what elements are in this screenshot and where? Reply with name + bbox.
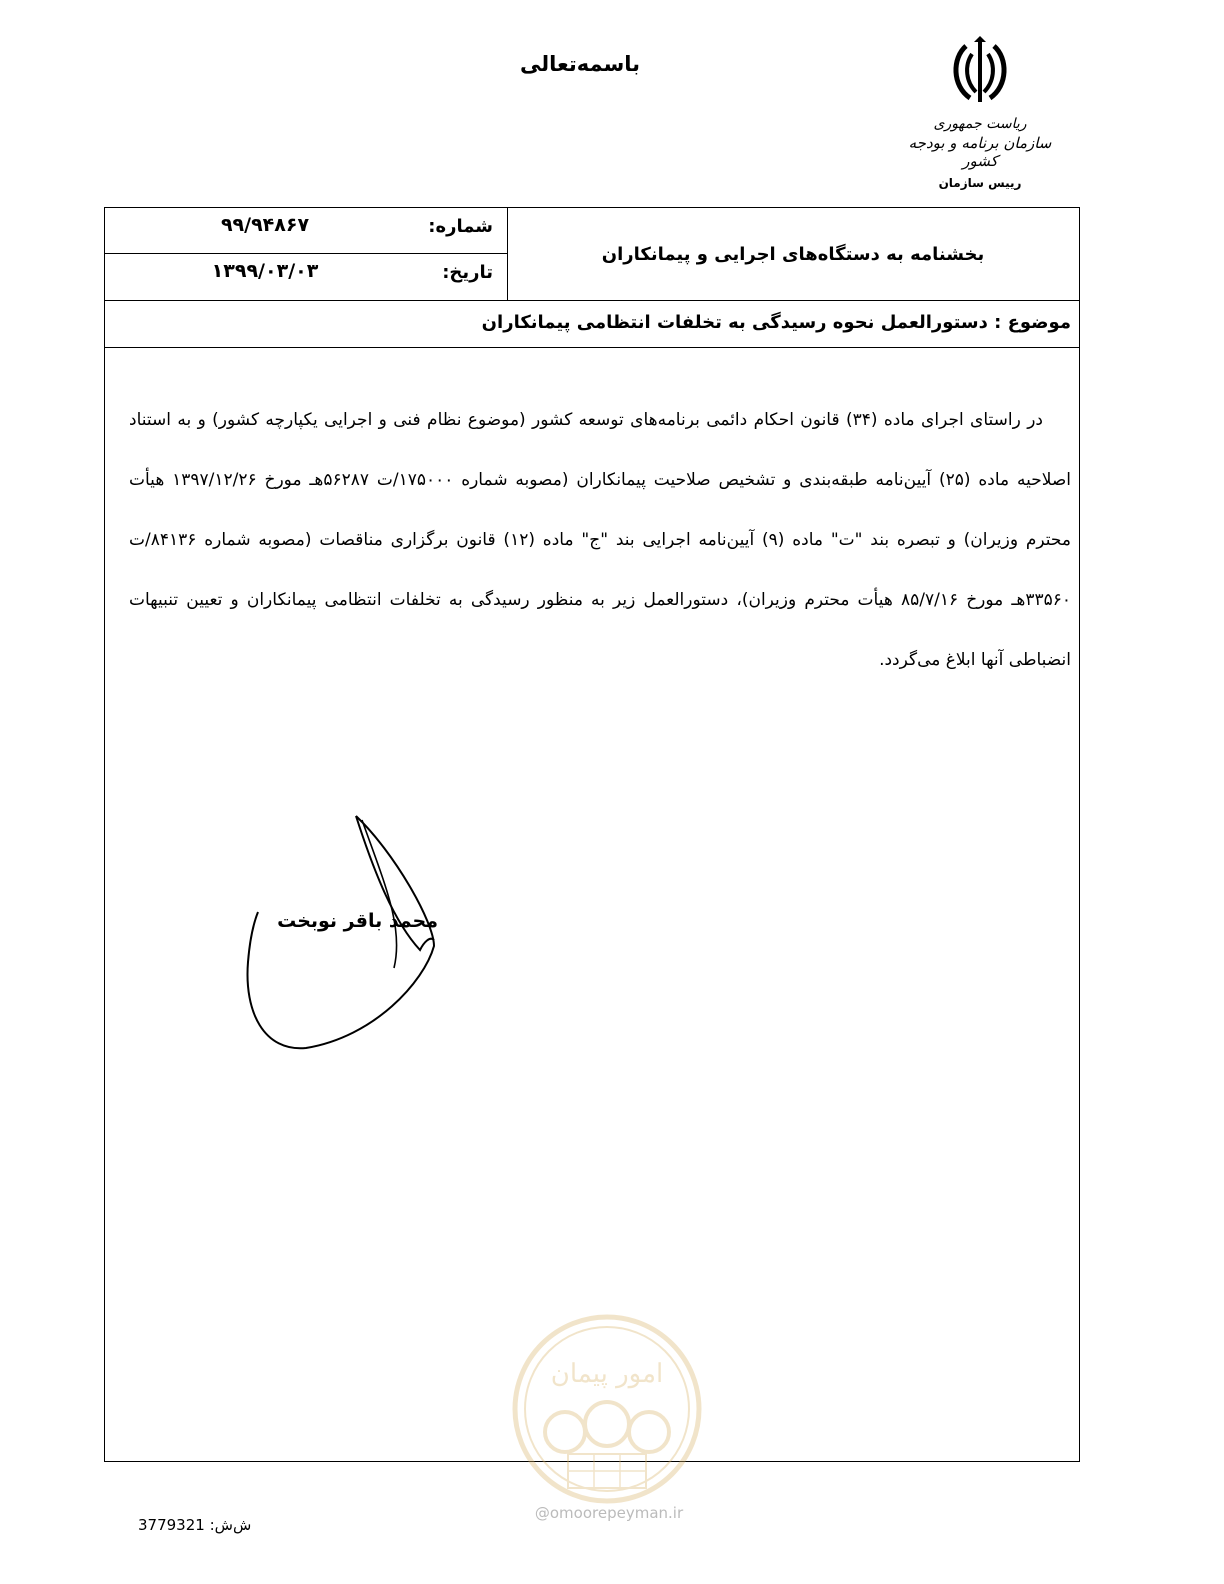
page-header-invocation: باسمه‌تعالی [520,52,640,76]
letter-recipient: بخشنامه به دستگاه‌های اجرایی و پیمانکاران [601,243,985,265]
watermark-logo [510,1312,704,1506]
date-label: تاریخ: [442,262,493,283]
signatory-name: محمد باقر نوبخت [277,910,438,932]
watermark-site-link: @omoorepeyman.ir [534,1504,684,1522]
letter-meta-box [105,208,508,300]
organization-line-presidency: ریاست جمهوری [933,116,1027,132]
footer-reference [138,1516,278,1534]
number-row [105,208,507,254]
organization-emblem-block [895,36,1065,208]
date-value: ۱۳۹۹/۰۳/۰۳ [211,260,319,282]
letter-subject: موضوع : دستورالعمل نحوه رسیدگی به تخلفات انتظامی پیمانکاران [105,301,1079,348]
organization-line-name: سازمان برنامه و بودجه کشور [908,134,1052,170]
letter-body: در راستای اجرای ماده (۳۴) قانون احکام دائمی برنامه‌های توسعه کشور (موضوع نظام فنی و اجرایی یکپارچه کشور) و به استناد اصلاحیه ماده (۲۵) آیین‌نامه طبقه‌بندی و تشخیص صلاحیت پیمانکاران (مصوبه شماره ۱۷۵۰۰۰/ت ۵۶۲۸۷هـ مورخ ۱۳۹۷/۱۲/۲۶ هیأت محترم وزیران) و تبصره بند "ت" ماده (۹) آیین‌نامه اجرایی بند "ج" ماده (۱۲) قانون برگزاری مناقصات (مصوبه شماره ۸۴۱۳۶/ت ۳۳۵۶۰هـ مورخ ۸۵/۷/۱۶ هیأت محترم وزیران)، دستورالعمل زیر به منظور رسیدگی به تخلفات انتظامی پیمانکاران و تعیین تنبیهات انضباطی آنها ابلاغ می‌گردد. [129,410,1072,670]
organization-role: رییس سازمان [938,176,1022,190]
signature-scribble [244,812,444,1052]
footer-reference-label: ش‌ش: [209,1516,252,1534]
date-row [105,254,507,300]
iran-emblem-icon [944,36,1016,108]
watermark-brand-text: امور پیمان [550,1359,664,1389]
number-value: ۹۹/۹۴۸۶۷ [220,214,310,236]
letter-header-row [105,208,1079,301]
footer-reference-value: 3779321 [138,1516,205,1534]
number-label: شماره: [428,216,493,237]
